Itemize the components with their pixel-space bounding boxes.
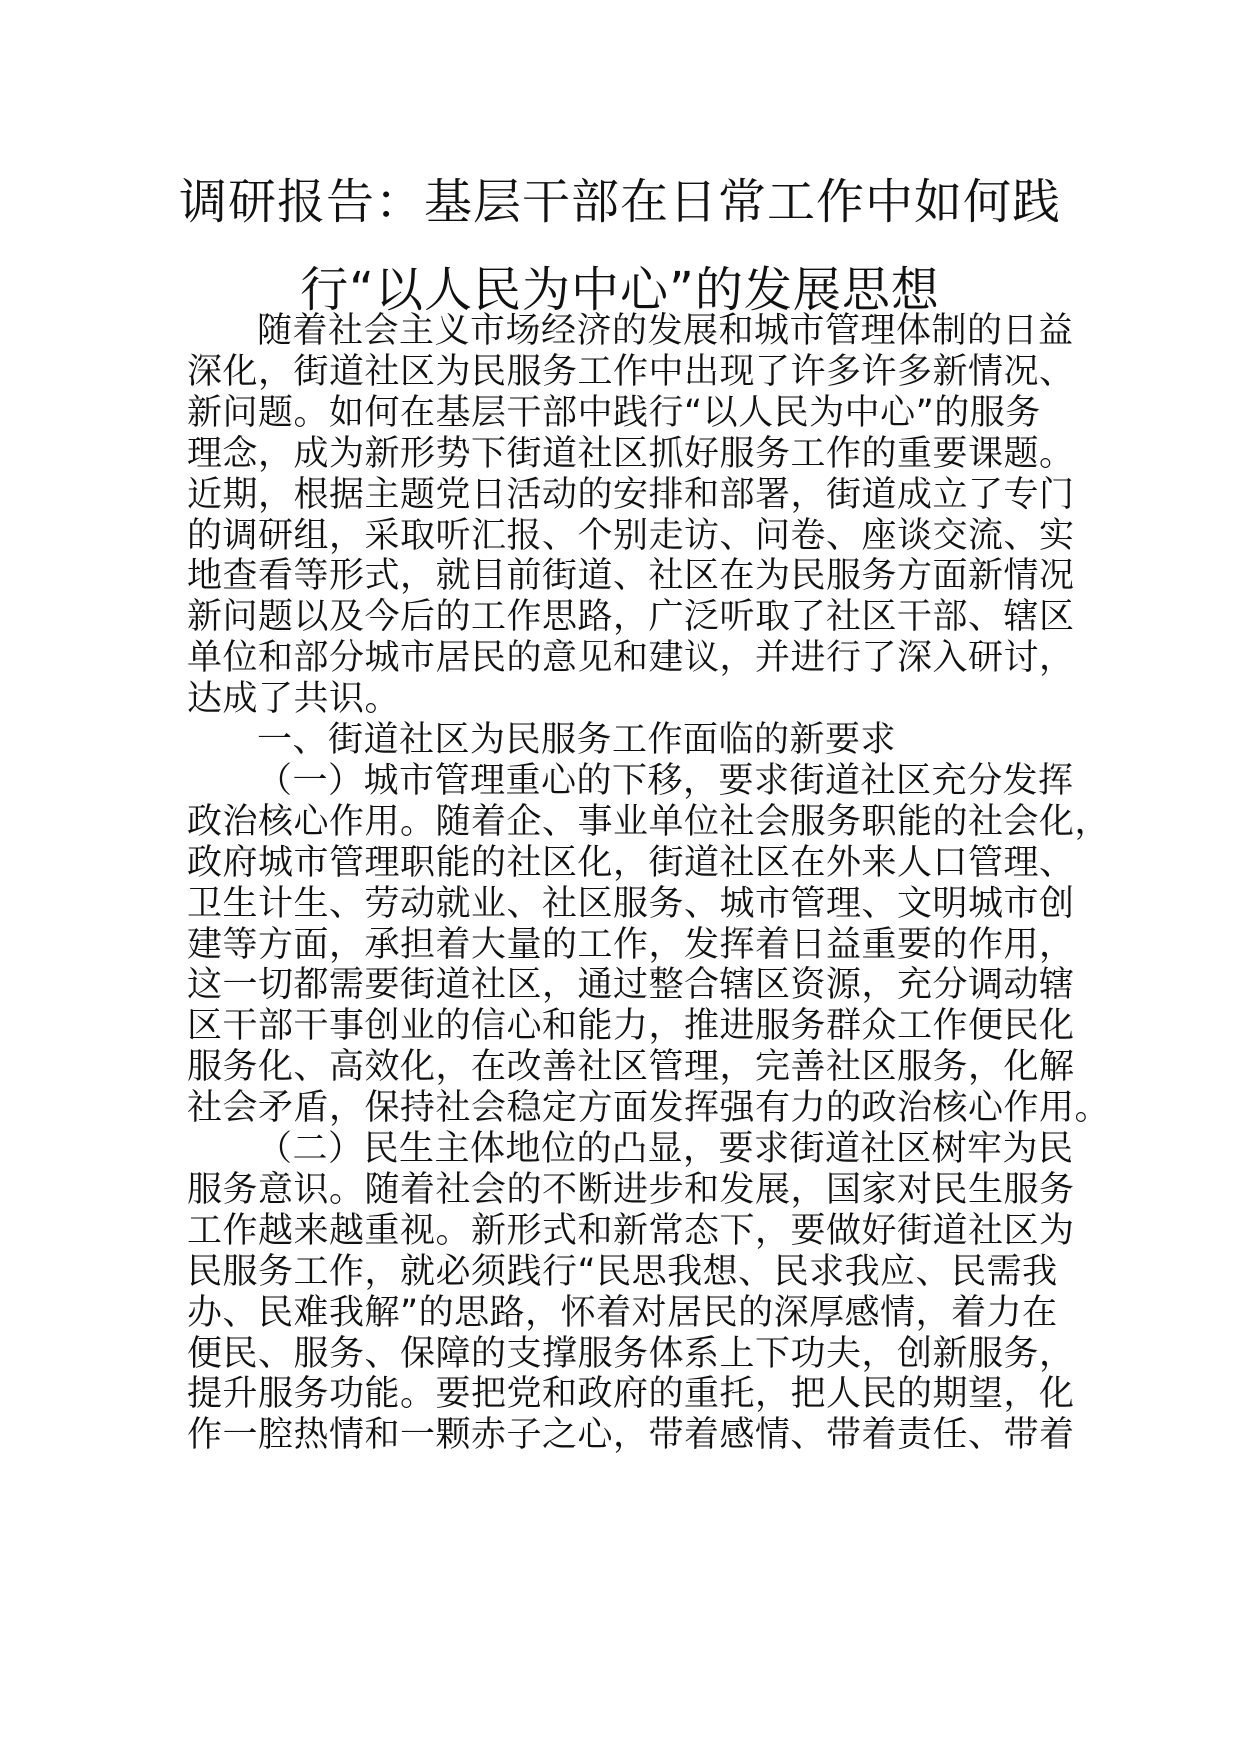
body-text-line: 卫生计生、劳动就业、社区服务、城市管理、文明城市创 bbox=[187, 884, 1075, 924]
document-title-line-1: 调研报告：基层干部在日常工作中如何践 bbox=[178, 174, 1061, 230]
body-text-line: 这一切都需要街道社区，通过整合辖区资源，充分调动辖 bbox=[187, 965, 1075, 1005]
body-text-line: 作一腔热情和一颗赤子之心，带着感情、带着责任、带着 bbox=[187, 1415, 1075, 1455]
body-text-line: 的调研组，采取听汇报、个别走访、问卷、座谈交流、实 bbox=[187, 516, 1075, 556]
body-text-line: 深化，街道社区为民服务工作中出现了许多许多新情况、 bbox=[187, 352, 1075, 392]
body-text-line: 工作越来越重视。新形式和新常态下，要做好街道社区为 bbox=[187, 1211, 1075, 1251]
body-text-line: 新问题以及今后的工作思路，广泛听取了社区干部、辖区 bbox=[187, 597, 1075, 637]
body-text-line: 服务意识。随着社会的不断进步和发展，国家对民生服务 bbox=[187, 1170, 1075, 1210]
body-text-line: 随着社会主义市场经济的发展和城市管理体制的日益 bbox=[257, 311, 1074, 351]
body-text-line: 区干部干事创业的信心和能力，推进服务群众工作便民化 bbox=[187, 1006, 1075, 1046]
body-text-line: （二）民生主体地位的凸显，要求街道社区树牢为民 bbox=[257, 1129, 1074, 1169]
body-text-line: 理念，成为新形势下街道社区抓好服务工作的重要课题。 bbox=[187, 434, 1075, 474]
body-text-line: 提升服务功能。要把党和政府的重托，把人民的期望，化 bbox=[187, 1374, 1075, 1414]
body-text-line: 达成了共识。 bbox=[187, 679, 401, 719]
body-text-line: 政治核心作用。随着企、事业单位社会服务职能的社会化， bbox=[187, 802, 1111, 842]
body-text-line: 一、街道社区为民服务工作面临的新要求 bbox=[257, 720, 897, 760]
body-text-line: 民服务工作，就必须践行“民思我想、民求我应、民需我 bbox=[187, 1252, 1058, 1292]
body-text-line: 建等方面，承担着大量的工作，发挥着日益重要的作用， bbox=[187, 925, 1075, 965]
body-text-line: 政府城市管理职能的社区化，街道社区在外来人口管理、 bbox=[187, 843, 1075, 883]
body-text-line: 便民、服务、保障的支撑服务体系上下功夫，创新服务， bbox=[187, 1334, 1075, 1374]
body-text-line: 新问题。如何在基层干部中践行“以人民为中心”的服务 bbox=[187, 393, 1041, 433]
body-text-line: 社会矛盾，保持社会稳定方面发挥强有力的政治核心作用。 bbox=[187, 1088, 1111, 1128]
body-text-line: 近期，根据主题党日活动的安排和部署，街道成立了专门 bbox=[187, 475, 1075, 515]
body-text-line: （一）城市管理重心的下移，要求街道社区充分发挥 bbox=[257, 761, 1074, 801]
body-text-line: 地查看等形式，就目前街道、社区在为民服务方面新情况 bbox=[187, 556, 1075, 596]
document-title-line-2: 行“以人民为中心”的发展思想 bbox=[300, 262, 940, 318]
body-text-line: 服务化、高效化，在改善社区管理，完善社区服务，化解 bbox=[187, 1047, 1075, 1087]
body-text-line: 办、民难我解”的思路，怀着对居民的深厚感情，着力在 bbox=[187, 1293, 1058, 1333]
body-text-line: 单位和部分城市居民的意见和建议，并进行了深入研讨， bbox=[187, 638, 1075, 678]
